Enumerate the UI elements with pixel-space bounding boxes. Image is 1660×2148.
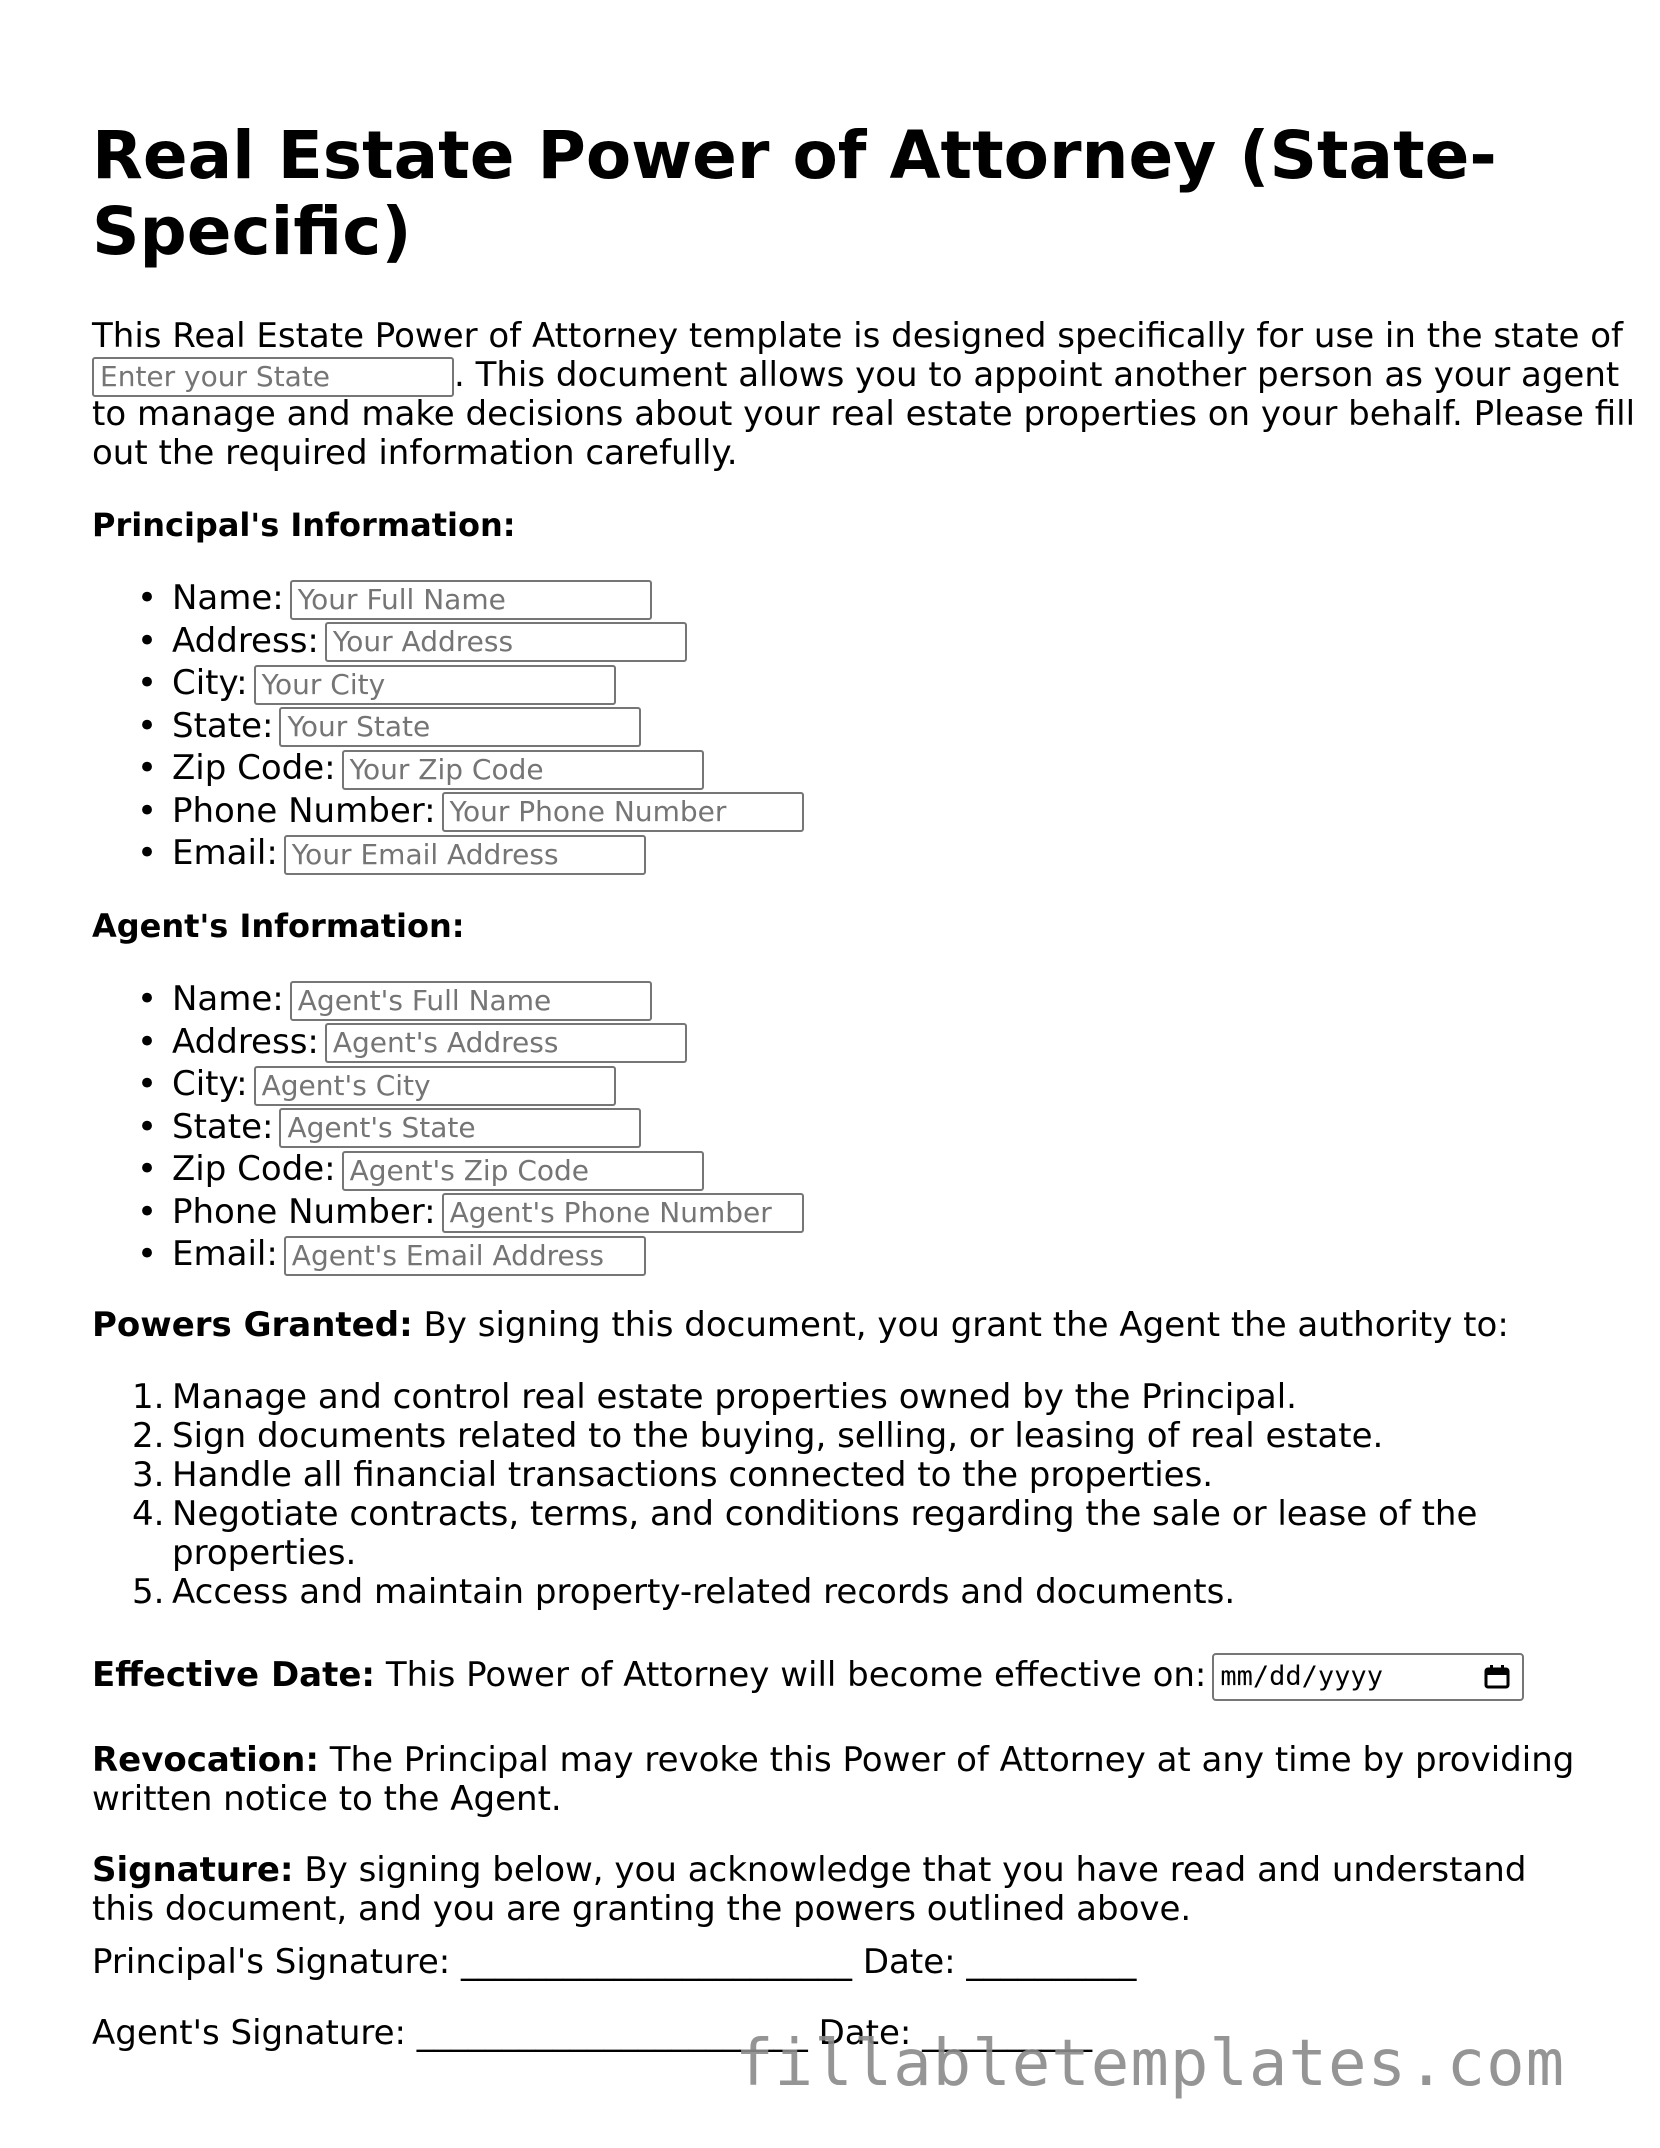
- field-label: State:: [172, 705, 274, 746]
- power-item: [92, 1378, 1512, 1417]
- power-text: Handle all financial transactions connected to the properties.: [172, 1455, 1214, 1495]
- power-item: [92, 1495, 1512, 1573]
- agent-zip-row: • Zip Code: Agent's Zip Code: [92, 1148, 1592, 1191]
- agent-address-row: • Address: Agent's Address: [92, 1021, 1592, 1064]
- powers-list: [92, 1378, 1592, 1612]
- principal-zip-input[interactable]: Your Zip Code: [342, 750, 704, 790]
- power-item: [92, 1456, 1512, 1495]
- revocation-text: The Principal may revoke this Power of Attorney at any time by providing written notice to the Agent.: [92, 1740, 1575, 1819]
- power-number: 1.: [132, 1377, 165, 1417]
- agent-phone-input[interactable]: Agent's Phone Number: [442, 1193, 804, 1233]
- agent-name-input[interactable]: Agent's Full Name: [290, 981, 652, 1021]
- powers-label: Powers Granted:: [92, 1305, 413, 1345]
- principal-name-input[interactable]: Your Full Name: [290, 580, 652, 620]
- watermark: fillabletemplates.com: [735, 2027, 1566, 2101]
- principal-state-input[interactable]: Your State: [279, 707, 641, 747]
- signature-paragraph: [92, 1851, 1592, 1929]
- calendar-icon[interactable]: [1484, 1665, 1510, 1689]
- power-text: Sign documents related to the buying, selling, or leasing of real estate.: [172, 1416, 1384, 1456]
- agent-email-input[interactable]: Agent's Email Address: [284, 1236, 646, 1276]
- agent-state-input[interactable]: Agent's State: [279, 1108, 641, 1148]
- power-number: 5.: [132, 1572, 165, 1612]
- principal-city-input[interactable]: Your City: [254, 665, 616, 705]
- agent-address-input[interactable]: Agent's Address: [325, 1023, 687, 1063]
- principal-city-row: • City: Your City: [92, 662, 1592, 705]
- power-text: Manage and control real estate properties owned by the Principal.: [172, 1377, 1297, 1417]
- powers-paragraph: [92, 1306, 1592, 1345]
- power-number: 3.: [132, 1455, 165, 1495]
- principal-name-row: • Name: Your Full Name: [92, 577, 1592, 620]
- intro-line-2: [92, 355, 1620, 395]
- principal-fields: [92, 577, 1592, 875]
- agent-zip-input[interactable]: Agent's Zip Code: [342, 1151, 704, 1191]
- power-item: [92, 1573, 1512, 1612]
- agent-signature-line: Agent's Signature: _______________________ Date: __________: [92, 2013, 1093, 2053]
- agent-city-input[interactable]: Agent's City: [254, 1066, 616, 1106]
- agent-heading: Agent's Information:: [92, 907, 465, 945]
- principal-address-input[interactable]: Your Address: [325, 622, 687, 662]
- principal-zip-row: • Zip Code: Your Zip Code: [92, 747, 1592, 790]
- principal-signature-line: Principal's Signature: _______________________ Date: __________: [92, 1942, 1137, 1982]
- principal-heading: Principal's Information:: [92, 506, 516, 544]
- intro-line-3: to manage and make decisions about your real estate properties on your behalf. Please fill: [92, 394, 1636, 434]
- intro-paragraph: [92, 316, 1636, 473]
- signature-text: By signing below, you acknowledge that you have read and understand this document, and you are granting the powers outlined above.: [92, 1850, 1527, 1929]
- field-label: Zip Code:: [172, 1149, 336, 1189]
- field-label: City:: [172, 1064, 248, 1104]
- power-item: [92, 1417, 1512, 1456]
- state-input[interactable]: Enter your State: [92, 357, 454, 397]
- principal-address-row: • Address: Your Address: [92, 620, 1592, 663]
- effective-date-text: This Power of Attorney will become effective on:: [375, 1655, 1207, 1695]
- field-label: Zip Code:: [172, 748, 336, 788]
- revocation-paragraph: [92, 1741, 1592, 1819]
- intro-line-4: out the required information carefully.: [92, 433, 738, 473]
- field-label: State:: [172, 1106, 274, 1147]
- agent-phone-row: • Phone Number: Agent's Phone Number: [92, 1191, 1592, 1234]
- field-label: Name:: [172, 979, 284, 1019]
- power-text: Negotiate contracts, terms, and conditions regarding the sale or lease of the properties.: [172, 1494, 1478, 1573]
- effective-date-paragraph: [92, 1652, 1592, 1701]
- field-label: Email:: [172, 1234, 278, 1274]
- field-label: Phone Number:: [172, 790, 436, 831]
- agent-state-row: • State: Agent's State: [92, 1106, 1592, 1149]
- agent-email-row: • Email: Agent's Email Address: [92, 1233, 1592, 1276]
- effective-date-label: Effective Date:: [92, 1655, 376, 1695]
- field-label: City:: [172, 663, 248, 703]
- principal-email-row: • Email: Your Email Address: [92, 832, 1592, 875]
- field-label: Address:: [172, 620, 319, 661]
- principal-state-row: • State: Your State: [92, 705, 1592, 748]
- power-text: Access and maintain property-related records and documents.: [172, 1572, 1236, 1612]
- field-label: Phone Number:: [172, 1191, 436, 1232]
- agent-city-row: • City: Agent's City: [92, 1063, 1592, 1106]
- field-label: Email:: [172, 833, 278, 873]
- power-number: 2.: [132, 1416, 165, 1456]
- principal-phone-input[interactable]: Your Phone Number: [442, 792, 804, 832]
- field-label: Address:: [172, 1021, 319, 1062]
- revocation-label: Revocation:: [92, 1740, 319, 1780]
- intro-line-1: This Real Estate Power of Attorney template is designed specifically for use in the state of: [92, 316, 1624, 356]
- signature-label: Signature:: [92, 1850, 294, 1890]
- agent-fields: [92, 978, 1592, 1276]
- agent-name-row: • Name: Agent's Full Name: [92, 978, 1592, 1021]
- power-number: 4.: [132, 1494, 165, 1534]
- principal-email-input[interactable]: Your Email Address: [284, 835, 646, 875]
- date-placeholder: mm/dd/yyyy: [1220, 1660, 1383, 1692]
- powers-text: By signing this document, you grant the Agent the authority to:: [412, 1305, 1509, 1345]
- principal-phone-row: • Phone Number: Your Phone Number: [92, 790, 1592, 833]
- field-label: Name:: [172, 578, 284, 618]
- effective-date-input[interactable]: [1212, 1653, 1524, 1701]
- page-title-line-1: Real Estate Power of Attorney (State-: [92, 117, 1497, 194]
- page-title-line-2: Specific): [92, 193, 412, 270]
- intro-line-2-text: . This document allows you to appoint another person as your agent: [454, 355, 1620, 395]
- page-title: [92, 118, 1592, 270]
